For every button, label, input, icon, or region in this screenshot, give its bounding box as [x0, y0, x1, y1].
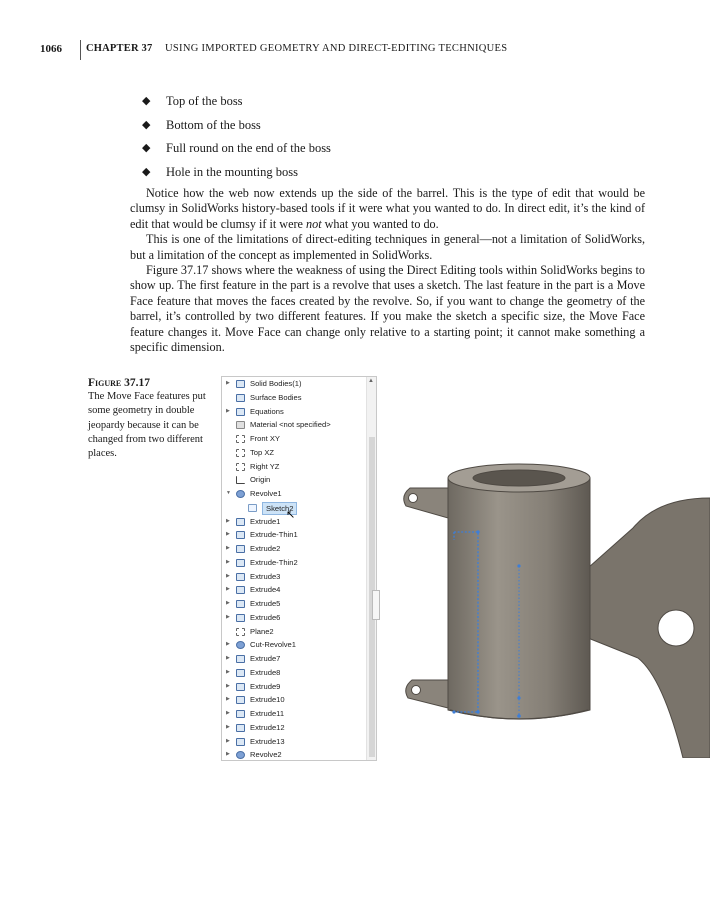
bottom-lug — [406, 680, 448, 708]
folder-icon — [236, 380, 245, 388]
tree-item[interactable] — [222, 432, 376, 446]
revolve-icon — [236, 490, 245, 498]
tree-item[interactable] — [222, 446, 376, 460]
emphasis-word: not — [306, 216, 322, 231]
tree-item[interactable] — [222, 570, 376, 584]
tree-item-label: Plane2 — [250, 626, 274, 636]
tree-item-label: Revolve1 — [250, 489, 282, 498]
paragraph: Figure 37.17 shows where the weakness of using the Direct Editing tools within SolidWorks begins to show up. The first feature in the part is a revolve that uses a sketch. The last feature in the part is a Move Face feature that moves the faces created by the revolve. So, if you want to change the geometry of the barrel, it’s controlled by two different features. If you make the sketch a specific size, the Move Face feature changes it. Move Face can change only relative to a starting point; it cannot make something a specific dimension. — [130, 263, 645, 355]
bullet-item: ◆ Hole in the mounting boss — [142, 164, 298, 179]
collapsed-arrow-icon[interactable]: ▶ — [226, 668, 230, 675]
tree-item-label: Extrude10 — [250, 695, 285, 705]
tree-item[interactable] — [222, 707, 376, 721]
tree-item[interactable] — [222, 721, 376, 735]
model-viewport — [398, 458, 710, 758]
extrude-icon — [236, 545, 245, 553]
tree-item[interactable] — [222, 583, 376, 597]
extrude-icon — [236, 531, 245, 539]
tree-item-label: Surface Bodies — [250, 392, 302, 402]
plane-icon — [236, 463, 245, 471]
extrude-icon — [236, 655, 245, 663]
tree-item-label: Cut-Revolve1 — [250, 640, 297, 650]
tree-item-label: Revolve2 — [250, 750, 282, 760]
feature-manager-tree[interactable] — [221, 376, 377, 761]
tree-item-label: Extrude-Thin1 — [250, 530, 298, 540]
tree-item-label: Sketch2 — [262, 502, 297, 515]
collapsed-arrow-icon[interactable]: ▶ — [226, 682, 230, 689]
expanded-arrow-icon[interactable]: ▼ — [226, 490, 231, 496]
folder-icon — [236, 394, 245, 402]
tree-item[interactable] — [222, 748, 376, 761]
collapsed-arrow-icon[interactable]: ▶ — [226, 517, 230, 524]
tree-item[interactable] — [222, 515, 376, 529]
tree-item[interactable] — [222, 418, 376, 432]
web-hole — [658, 610, 694, 646]
tree-item[interactable] — [222, 556, 376, 570]
figure-label: Figure 37.17 — [88, 377, 151, 389]
top-lug — [404, 488, 448, 518]
tree-item-label: Extrude2 — [250, 544, 281, 553]
tree-item-label: Extrude3 — [250, 571, 281, 581]
tree-item[interactable] — [222, 460, 376, 474]
page-number: 1066 — [40, 43, 62, 55]
bullet-item: ◆ Top of the boss — [142, 94, 243, 108]
collapsed-arrow-icon[interactable]: ▶ — [226, 723, 230, 730]
diamond-bullet-icon: ◆ — [142, 142, 151, 154]
collapsed-arrow-icon[interactable]: ▶ — [226, 641, 230, 648]
panel-resize-handle[interactable] — [372, 590, 380, 620]
extrude-icon — [236, 683, 245, 691]
extrude-icon — [236, 586, 245, 594]
tree-item[interactable] — [222, 377, 376, 391]
sketch-point — [476, 530, 479, 533]
tree-rows — [222, 377, 376, 761]
collapsed-arrow-icon[interactable]: ▶ — [226, 696, 230, 703]
tree-item[interactable] — [222, 597, 376, 611]
collapsed-arrow-icon[interactable]: ▶ — [226, 655, 230, 661]
bullet-item: ◆ Bottom of the boss — [142, 117, 261, 132]
tree-item[interactable] — [222, 405, 376, 419]
tree-item[interactable] — [222, 542, 376, 556]
tree-item-label: Material <not specified> — [250, 420, 331, 430]
tree-item[interactable] — [222, 680, 376, 694]
tree-item-label: Extrude9 — [250, 681, 281, 691]
extrude-icon — [236, 573, 245, 581]
equations-icon — [236, 408, 245, 416]
collapsed-arrow-icon[interactable]: ▶ — [226, 751, 230, 758]
extrude-icon — [236, 614, 245, 622]
tree-item-label: Extrude7 — [250, 654, 281, 663]
running-header — [40, 40, 680, 62]
bottom-lug-hole — [412, 686, 421, 695]
bullet-list — [142, 93, 331, 187]
plane-icon — [236, 435, 245, 443]
tree-item[interactable] — [222, 638, 376, 652]
cut-revolve-icon — [236, 641, 245, 649]
extrude-icon — [236, 738, 245, 746]
collapsed-arrow-icon[interactable]: ▶ — [226, 380, 230, 386]
tree-item[interactable] — [222, 528, 376, 542]
origin-icon — [236, 476, 245, 484]
plane-icon — [236, 449, 245, 457]
tree-item[interactable] — [222, 625, 376, 639]
collapsed-arrow-icon[interactable]: ▶ — [226, 531, 230, 538]
material-icon — [236, 421, 245, 429]
collapsed-arrow-icon[interactable]: ▶ — [226, 586, 230, 593]
collapsed-arrow-icon[interactable]: ▶ — [226, 572, 230, 579]
scroll-up-icon[interactable]: ▲ — [368, 378, 374, 384]
top-lug-hole — [409, 494, 418, 503]
extrude-icon — [236, 710, 245, 718]
tree-item-label: Extrude-Thin2 — [250, 557, 298, 567]
tree-item[interactable] — [222, 611, 376, 625]
tree-item-label: Top XZ — [250, 447, 275, 457]
tree-item-label: Extrude12 — [250, 722, 285, 732]
tree-item[interactable] — [222, 391, 376, 405]
tree-item-label: Equations — [250, 406, 284, 416]
plane-icon — [236, 628, 245, 636]
tree-item-label: Extrude5 — [250, 599, 281, 608]
extrude-icon — [236, 724, 245, 732]
extrude-icon — [236, 518, 245, 526]
chapter-title: USING IMPORTED GEOMETRY AND DIRECT-EDITING TECHNIQUES — [165, 43, 508, 54]
tree-item[interactable] — [222, 666, 376, 680]
bullet-item: ◆ Full round on the end of the boss — [142, 141, 331, 155]
tree-item-label: Solid Bodies(1) — [250, 379, 302, 388]
tree-item-label: Front XY — [250, 434, 280, 443]
tree-item-label: Extrude13 — [250, 736, 285, 746]
tree-item-label: Extrude8 — [250, 667, 281, 677]
tree-item-label: Extrude11 — [250, 709, 285, 718]
sketch-point — [476, 710, 479, 713]
extrude-icon — [236, 696, 245, 704]
tree-item[interactable] — [222, 487, 376, 501]
chapter-label: CHAPTER 37 — [86, 43, 153, 54]
collapsed-arrow-icon[interactable]: ▶ — [226, 710, 230, 716]
sketch-point — [517, 564, 520, 567]
tree-item[interactable] — [222, 693, 376, 707]
tree-item[interactable] — [222, 501, 376, 515]
figure-caption-text: The Move Face features put some geometry in double jeopardy because it can be changed from two different places. — [88, 391, 206, 460]
diamond-bullet-icon: ◆ — [142, 165, 151, 178]
tree-item-label: Origin — [250, 475, 271, 485]
figure-caption — [88, 376, 208, 461]
tree-item[interactable] — [222, 473, 376, 487]
collapsed-arrow-icon[interactable]: ▶ — [226, 545, 230, 551]
collapsed-arrow-icon[interactable]: ▶ — [226, 600, 230, 606]
collapsed-arrow-icon[interactable]: ▶ — [226, 737, 230, 744]
extrude-icon — [236, 669, 245, 677]
tree-item-label: Right YZ — [250, 461, 280, 471]
sketch-icon — [248, 504, 257, 512]
paragraph: Notice how the web now extends up the side of the barrel. This is the type of edit that would be clumsy in SolidWorks history-based tools if it were what you wanted to do. In direct edit, it’s the kind of edit that would be clumsy if it were not what you wanted to do. — [130, 186, 645, 231]
extrude-icon — [236, 559, 245, 567]
tree-item-label: Extrude4 — [250, 585, 281, 595]
diamond-bullet-icon: ◆ — [142, 95, 151, 107]
extrude-icon — [236, 600, 245, 608]
collapsed-arrow-icon[interactable]: ▶ — [226, 407, 230, 414]
barrel-bore — [473, 470, 565, 486]
paragraph: This is one of the limitations of direct-editing techniques in general—not a limitation of SolidWorks, but a limitation of the concept as implemented in SolidWorks. — [130, 232, 645, 262]
tree-item[interactable] — [222, 652, 376, 666]
sketch-point — [452, 710, 455, 713]
header-divider — [80, 40, 81, 60]
sketch-point — [517, 696, 520, 699]
tree-scrollbar[interactable] — [366, 377, 376, 760]
sketch-point — [517, 714, 521, 718]
tree-item-label: Extrude6 — [250, 612, 281, 622]
tree-item[interactable] — [222, 735, 376, 749]
collapsed-arrow-icon[interactable]: ▶ — [226, 558, 230, 565]
body-text — [130, 186, 645, 355]
collapsed-arrow-icon[interactable]: ▶ — [226, 613, 230, 620]
mouse-cursor-icon: ↖ — [286, 509, 296, 521]
diamond-bullet-icon: ◆ — [142, 118, 151, 131]
tree-item-label: Extrude1 — [250, 516, 281, 526]
revolve-icon — [236, 751, 245, 759]
